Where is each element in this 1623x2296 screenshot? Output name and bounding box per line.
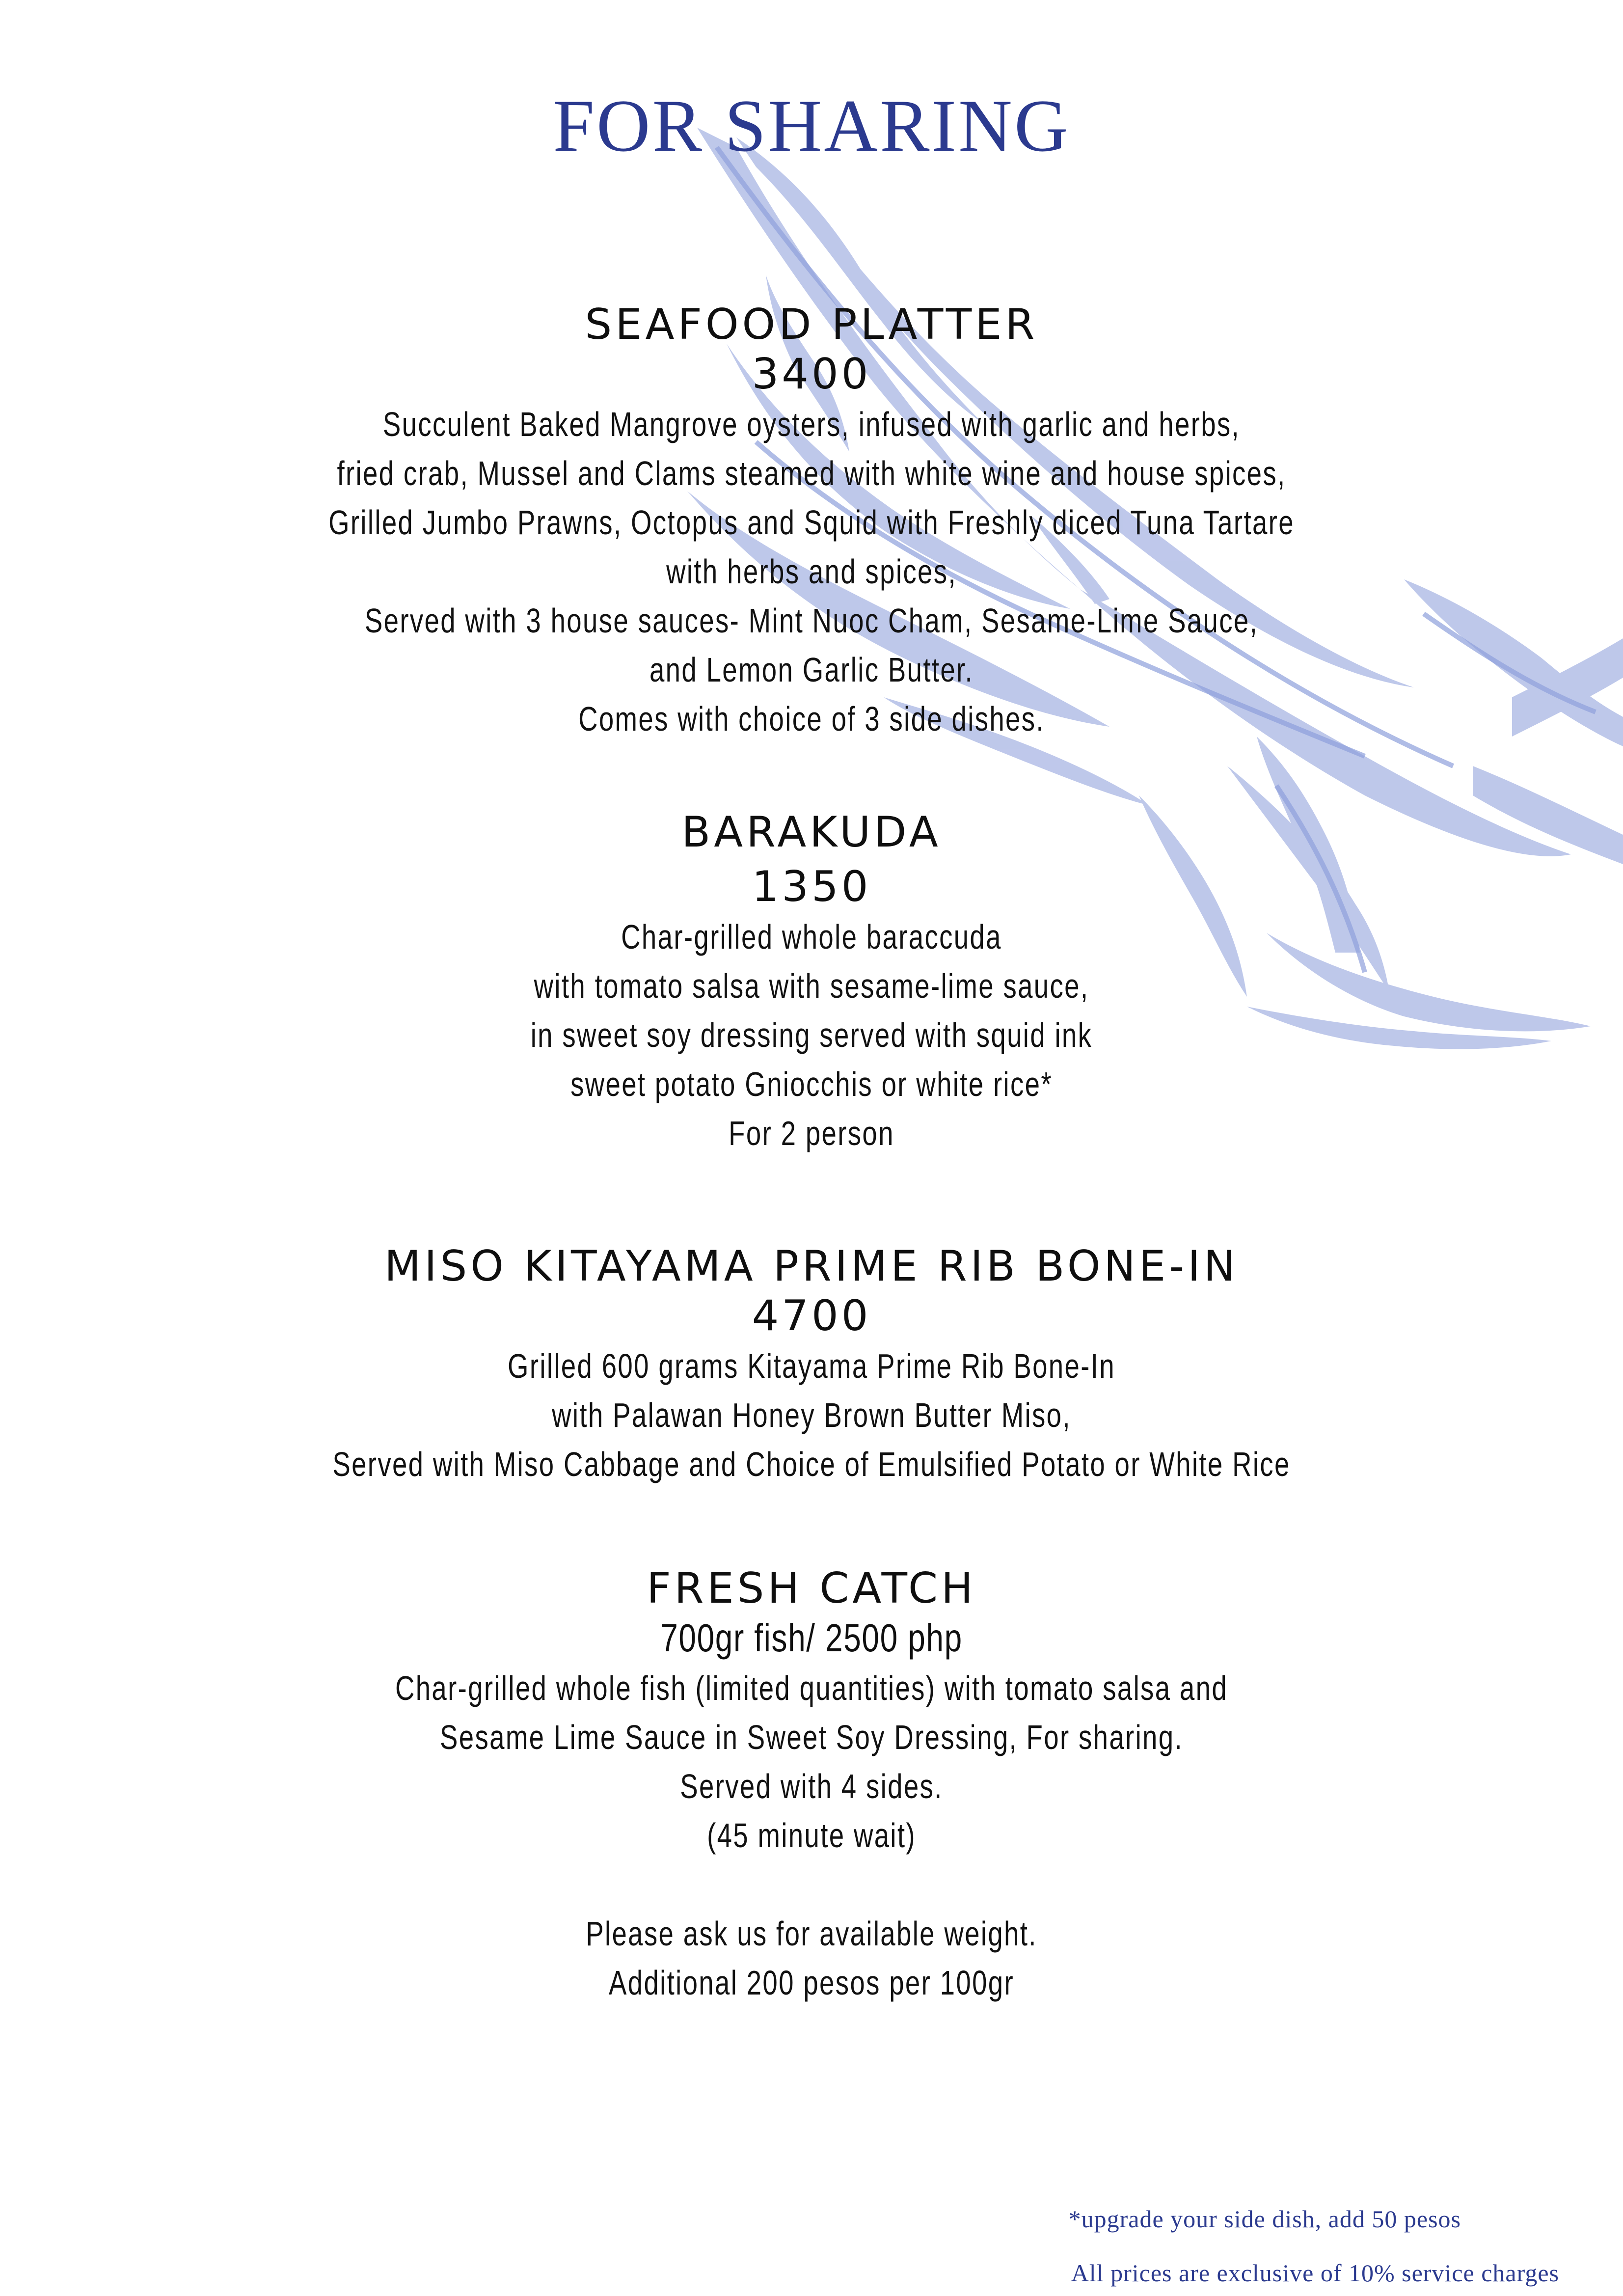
item-price: 1350 — [752, 862, 871, 911]
description-line: Succulent Baked Mangrove oysters, infused with garlic and herbs, — [382, 405, 1241, 443]
spacer — [179, 1860, 1445, 1909]
item-description — [179, 400, 1445, 743]
description-line: Grilled Jumbo Prawns, Octopus and Squid with Freshly diced Tuna Tartare — [328, 503, 1295, 542]
footnote-upgrade: *upgrade your side dish, add 50 pesos — [1068, 2205, 1461, 2233]
description-line: and Lemon Garlic Butter. — [649, 651, 974, 689]
note-line: Additional 200 pesos per 100gr — [608, 1964, 1015, 2002]
item-price: 700gr fish/ 2500 php — [660, 1616, 963, 1660]
description-line: with tomato salsa with sesame-lime sauce, — [534, 967, 1089, 1005]
description-line: Served with 4 sides. — [680, 1767, 943, 1805]
menu-item-seafood-platter — [0, 301, 1623, 743]
note-line: Please ask us for available weight. — [586, 1914, 1037, 1953]
item-price: 4700 — [752, 1291, 871, 1340]
description-line: Char-grilled whole fish (limited quantities) with tomato salsa and — [395, 1669, 1228, 1707]
description-line: Served with 3 house sauces- Mint Nuoc Cham, Sesame-Lime Sauce, — [364, 601, 1259, 640]
description-line: (45 minute wait) — [707, 1816, 916, 1855]
footnote-service-charges: All prices are exclusive of 10% service charges — [1071, 2259, 1559, 2287]
menu-item-miso-kitayama-prime-rib — [0, 1242, 1623, 1489]
description-line: Comes with choice of 3 side dishes. — [578, 700, 1045, 738]
description-line: in sweet soy dressing served with squid ink — [530, 1016, 1093, 1054]
description-line: Served with Miso Cabbage and Choice of Emulsified Potato or White Rice — [332, 1445, 1291, 1483]
description-line: sweet potato Gniocchis or white rice* — [570, 1065, 1053, 1103]
item-name: FRESH CATCH — [647, 1564, 976, 1613]
description-line: with herbs and spices, — [666, 552, 957, 591]
description-line: Sesame Lime Sauce in Sweet Soy Dressing, For sharing. — [440, 1718, 1183, 1756]
menu-item-barakuda — [0, 808, 1623, 1158]
description-line: For 2 person — [729, 1114, 894, 1152]
item-description — [179, 912, 1445, 1158]
item-description — [179, 1664, 1445, 2007]
item-description — [179, 1341, 1445, 1489]
item-price: 3400 — [752, 350, 871, 399]
description-line: Grilled 600 grams Kitayama Prime Rib Bone-In — [508, 1347, 1115, 1385]
description-line: with Palawan Honey Brown Butter Miso, — [552, 1396, 1071, 1434]
item-name: BARAKUDA — [681, 808, 942, 857]
description-line: Char-grilled whole baraccuda — [621, 918, 1002, 956]
menu-item-fresh-catch — [0, 1564, 1623, 2007]
page-title: FOR SHARING — [553, 84, 1070, 167]
item-name: MISO KITAYAMA PRIME RIB BONE-IN — [384, 1242, 1239, 1291]
item-name: SEAFOOD PLATTER — [585, 300, 1038, 349]
description-line: fried crab, Mussel and Clams steamed with white wine and house spices, — [337, 454, 1286, 492]
